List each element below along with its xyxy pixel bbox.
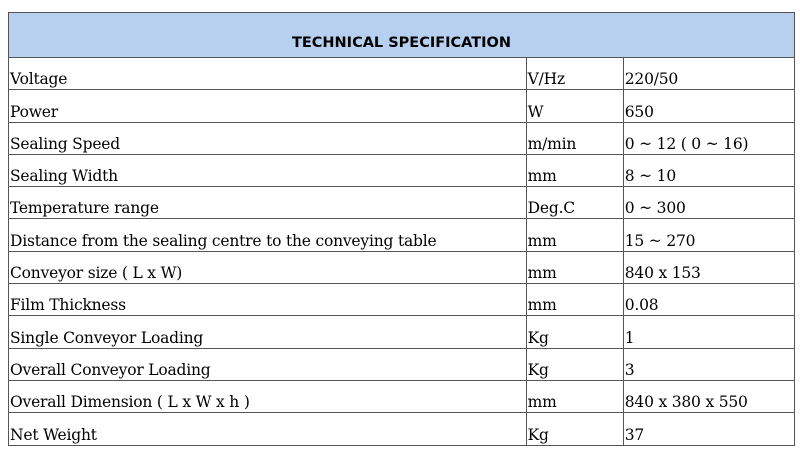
value-cell: 8 ~ 10	[623, 154, 794, 186]
table-row	[9, 251, 795, 283]
value-cell: 0 ~ 300	[623, 187, 794, 219]
value-cell: 37	[623, 413, 794, 445]
value-cell: 0.08	[623, 284, 794, 316]
table-row	[9, 380, 795, 412]
parameter-cell: Voltage	[9, 58, 527, 90]
table-row	[9, 90, 795, 122]
table-row	[9, 284, 795, 316]
unit-cell: V/Hz	[526, 58, 623, 90]
table-row	[9, 187, 795, 219]
parameter-cell: Film Thickness	[9, 284, 527, 316]
unit-cell: W	[526, 90, 623, 122]
value-cell: 220/50	[623, 58, 794, 90]
table-body	[9, 58, 795, 446]
table-row	[9, 219, 795, 251]
parameter-cell: Temperature range	[9, 187, 527, 219]
value-cell: 650	[623, 90, 794, 122]
parameter-cell: Sealing Speed	[9, 122, 527, 154]
parameter-cell: Single Conveyor Loading	[9, 316, 527, 348]
unit-cell: mm	[526, 219, 623, 251]
technical-specification-table	[8, 12, 795, 446]
table-title: TECHNICAL SPECIFICATION	[9, 13, 795, 58]
table-row	[9, 58, 795, 90]
parameter-cell: Overall Dimension ( L x W x h )	[9, 380, 527, 412]
unit-cell: mm	[526, 251, 623, 283]
table-row	[9, 122, 795, 154]
unit-cell: Kg	[526, 316, 623, 348]
parameter-cell: Distance from the sealing centre to the conveying table	[9, 219, 527, 251]
unit-cell: mm	[526, 380, 623, 412]
parameter-cell: Net Weight	[9, 413, 527, 445]
parameter-cell: Sealing Width	[9, 154, 527, 186]
value-cell: 840 x 380 x 550	[623, 380, 794, 412]
table-row	[9, 413, 795, 445]
parameter-cell: Overall Conveyor Loading	[9, 348, 527, 380]
parameter-cell: Conveyor size ( L x W)	[9, 251, 527, 283]
unit-cell: m/min	[526, 122, 623, 154]
unit-cell: Kg	[526, 413, 623, 445]
value-cell: 0 ~ 12 ( 0 ~ 16)	[623, 122, 794, 154]
unit-cell: mm	[526, 154, 623, 186]
unit-cell: Kg	[526, 348, 623, 380]
value-cell: 3	[623, 348, 794, 380]
table-row	[9, 154, 795, 186]
value-cell: 15 ~ 270	[623, 219, 794, 251]
table-header-row	[9, 13, 795, 58]
value-cell: 840 x 153	[623, 251, 794, 283]
unit-cell: mm	[526, 284, 623, 316]
unit-cell: Deg.C	[526, 187, 623, 219]
table-row	[9, 348, 795, 380]
value-cell: 1	[623, 316, 794, 348]
table-row	[9, 316, 795, 348]
parameter-cell: Power	[9, 90, 527, 122]
